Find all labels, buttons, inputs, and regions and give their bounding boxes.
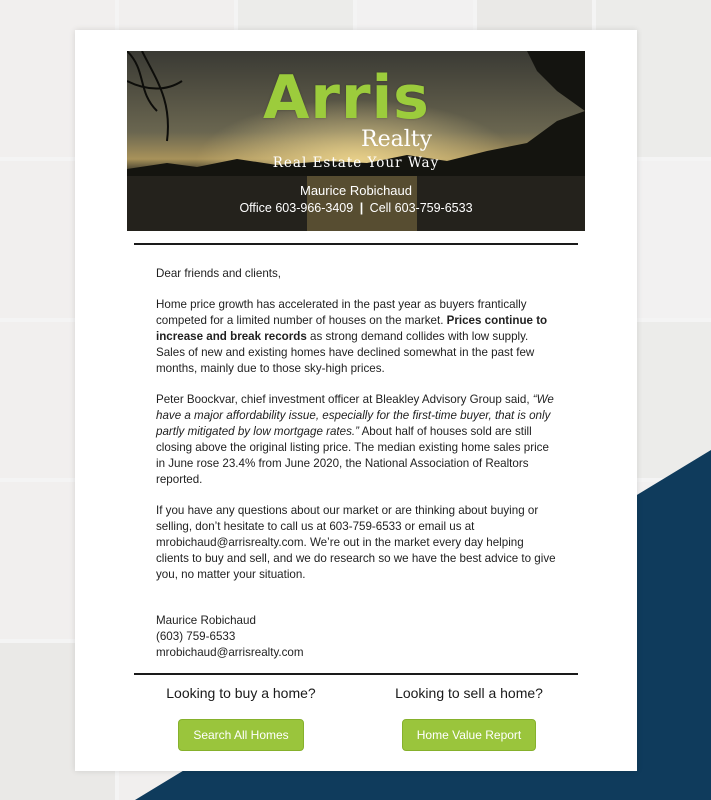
office-phone: Office 603-966-3409: [239, 201, 354, 215]
brand-logo: [127, 51, 585, 231]
home-value-report-button[interactable]: Home Value Report: [402, 719, 537, 751]
buy-cta: [131, 685, 351, 751]
brand-subtitle: Realty: [361, 127, 433, 152]
paragraph-3: If you have any questions about our market or are thinking about buying or selling, don’t hesitate to call us at 603-759-6533 or email us at mrobichaud@arrisrealty.com. We’re out in the market every day helping clients to buy and sell, and we do research so we have the best advice to give you, no matter your situation.: [156, 504, 556, 581]
quote-text: “We have a major affordability issue, especially for the first-time buyer, that is only partly mitigated by low mortgage rates.”: [156, 393, 554, 438]
signature-name: Maurice Robichaud: [156, 614, 256, 627]
buy-heading: Looking to buy a home?: [166, 685, 316, 701]
letter-body: [156, 266, 556, 676]
highlight-text: Prices continue to increase and break records: [156, 314, 548, 343]
divider-top: [134, 243, 578, 245]
divider-bottom: [134, 673, 578, 675]
search-all-homes-button[interactable]: Search All Homes: [178, 719, 303, 751]
phone-separator: |: [359, 201, 364, 215]
paragraph-1: Home price growth has accelerated in the past year as buyers frantically competed for a limited number of houses on the market. Prices continue to increase and break records as strong demand collides with low supply. Sales of new and existing homes have declined somewhat in the past few months, mainly due to those sky-high prices.: [156, 298, 548, 375]
brand-tagline: Real Estate Your Way: [272, 155, 440, 171]
signature-email: mrobichaud@arrisrealty.com: [156, 646, 304, 659]
paragraph-2: Peter Boockvar, chief investment officer at Bleakley Advisory Group said, “We have a major affordability issue, especially for the first-time buyer, that is only partly mitigated by low mortgage rates.” About half of houses sold are still closing above the original listing price. The median existing home sales price in June rose 23.4% from June 2020, the National Association of Realtors reported.: [156, 393, 554, 486]
sell-heading: Looking to sell a home?: [395, 685, 543, 701]
brand-name: Arris: [263, 63, 430, 133]
greeting: Dear friends and clients,: [156, 267, 282, 280]
email-card: [75, 30, 637, 771]
signature-phone: (603) 759-6533: [156, 630, 236, 643]
agent-phones: [127, 201, 585, 215]
agent-name: Maurice Robichaud: [299, 183, 412, 198]
sell-cta: [359, 685, 579, 751]
cell-phone: Cell 603-759-6533: [369, 201, 473, 215]
signature: [156, 613, 556, 661]
header-banner: [127, 51, 585, 231]
